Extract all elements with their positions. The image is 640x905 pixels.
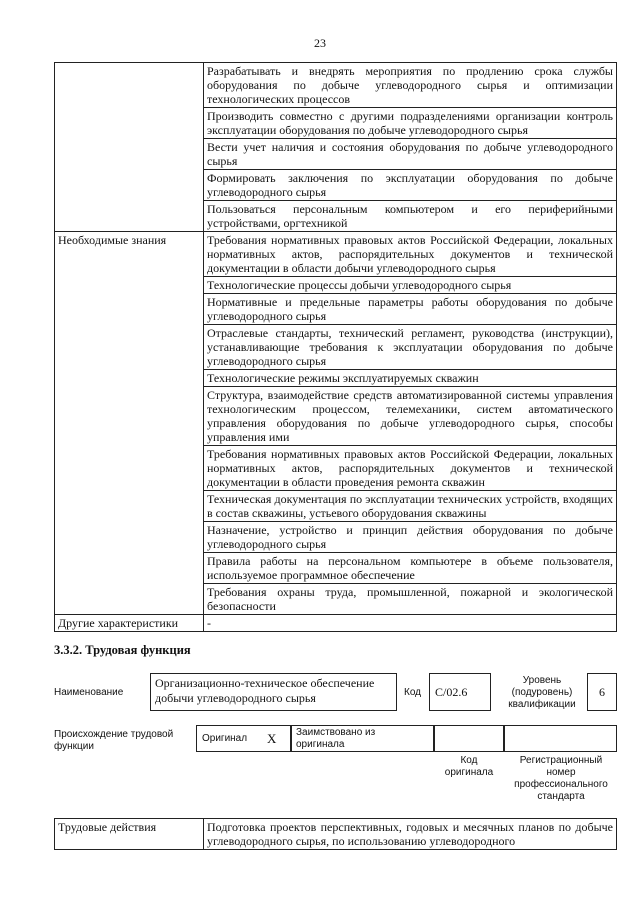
original-label: Оригинал bbox=[202, 733, 248, 744]
page-number: 23 bbox=[314, 36, 326, 50]
table-row-label bbox=[55, 63, 204, 232]
table-cell: - bbox=[204, 615, 617, 632]
labor-actions-table bbox=[54, 818, 617, 850]
origin-code-label: Код оригинала bbox=[444, 755, 494, 778]
table-cell: Разрабатывать и внедрять мероприятия по продлению срока службы оборудования по добыче углеводородного сырья и оптимизации технологических процессов bbox=[204, 63, 617, 108]
table-cell: Вести учет наличия и состояния оборудования по добыче углеводородного сырья bbox=[204, 139, 617, 170]
borrowed-label: Заимствовано из оригинала bbox=[296, 727, 376, 750]
table-cell: Формировать заключения по эксплуатации оборудования по добыче углеводородного сырья bbox=[204, 170, 617, 201]
table-cell: Технологические режимы эксплуатируемых скважин bbox=[204, 370, 617, 387]
table-cell: Правила работы на персональном компьютере в объеме пользователя, используемое программное обеспечение bbox=[204, 553, 617, 584]
table-cell: Техническая документация по эксплуатации технических устройств, входящих в состав скважины, устьевого оборудования скважины bbox=[204, 491, 617, 522]
code-label: Код bbox=[404, 687, 422, 698]
table-cell: Пользоваться персональным компьютером и его периферийными устройствами, оргтехникой bbox=[204, 201, 617, 232]
table-cell: Структура, взаимодействие средств автоматизированной системы управления технологическим процессом, телемеханики, систем автоматического управления оборудования по добыче углеводородного сырья, способы управления ими bbox=[204, 387, 617, 446]
table-cell: Назначение, устройство и принцип действия оборудования по добыче углеводородного сырья bbox=[204, 522, 617, 553]
name-label: Наименование bbox=[54, 687, 124, 698]
reg-number-box bbox=[504, 725, 617, 752]
level-value: 6 bbox=[599, 684, 605, 699]
origin-code-box bbox=[434, 725, 504, 752]
table-cell: Нормативные и предельные параметры работы оборудования по добыче углеводородного сырья bbox=[204, 294, 617, 325]
table-cell: Требования нормативных правовых актов Российской Федерации, локальных нормативных актов, распорядительных документов и технической документации в области проведения ремонта скважин bbox=[204, 446, 617, 491]
function-name-box bbox=[150, 673, 397, 711]
table-cell: Производить совместно с другими подразделениями организации контроль эксплуатации оборудования по добыче углеводородного сырья bbox=[204, 108, 617, 139]
table-row-label: Другие характеристики bbox=[55, 615, 204, 632]
table-cell: Отраслевые стандарты, технический регламент, руководства (инструкции), устанавливающие требования к эксплуатации оборудования по добыче углеводородного сырья bbox=[204, 325, 617, 370]
code-value: C/02.6 bbox=[435, 684, 468, 699]
origin-label: Происхождение трудовой функции bbox=[54, 729, 174, 752]
level-label: Уровень (подуровень) квалификации bbox=[508, 675, 576, 710]
level-box bbox=[587, 673, 617, 711]
code-box bbox=[429, 673, 491, 711]
original-mark: X bbox=[267, 731, 277, 746]
table-cell: Требования нормативных правовых актов Российской Федерации, локальных нормативных актов, распорядительных документов и технической документации в области добычи углеводородного сырья bbox=[204, 232, 617, 277]
function-name-value: Организационно-техническое обеспечение добычи углеводородного сырья bbox=[155, 676, 375, 705]
table-cell: Технологические процессы добычи углеводородного сырья bbox=[204, 277, 617, 294]
section-title: 3.3.2. Трудовая функция bbox=[54, 643, 191, 657]
table-cell: Подготовка проектов перспективных, годовых и месячных планов по добыче углеводородного сырья, по использованию углеводородного bbox=[204, 819, 617, 850]
table-row-label: Трудовые действия bbox=[55, 819, 204, 850]
skills-knowledge-table bbox=[54, 62, 617, 632]
table-row-label: Необходимые знания bbox=[55, 232, 204, 615]
reg-number-label: Регистрационный номер профессионального стандарта bbox=[514, 755, 608, 802]
table-cell: Требования охраны труда, промышленной, пожарной и экологической безопасности bbox=[204, 584, 617, 615]
